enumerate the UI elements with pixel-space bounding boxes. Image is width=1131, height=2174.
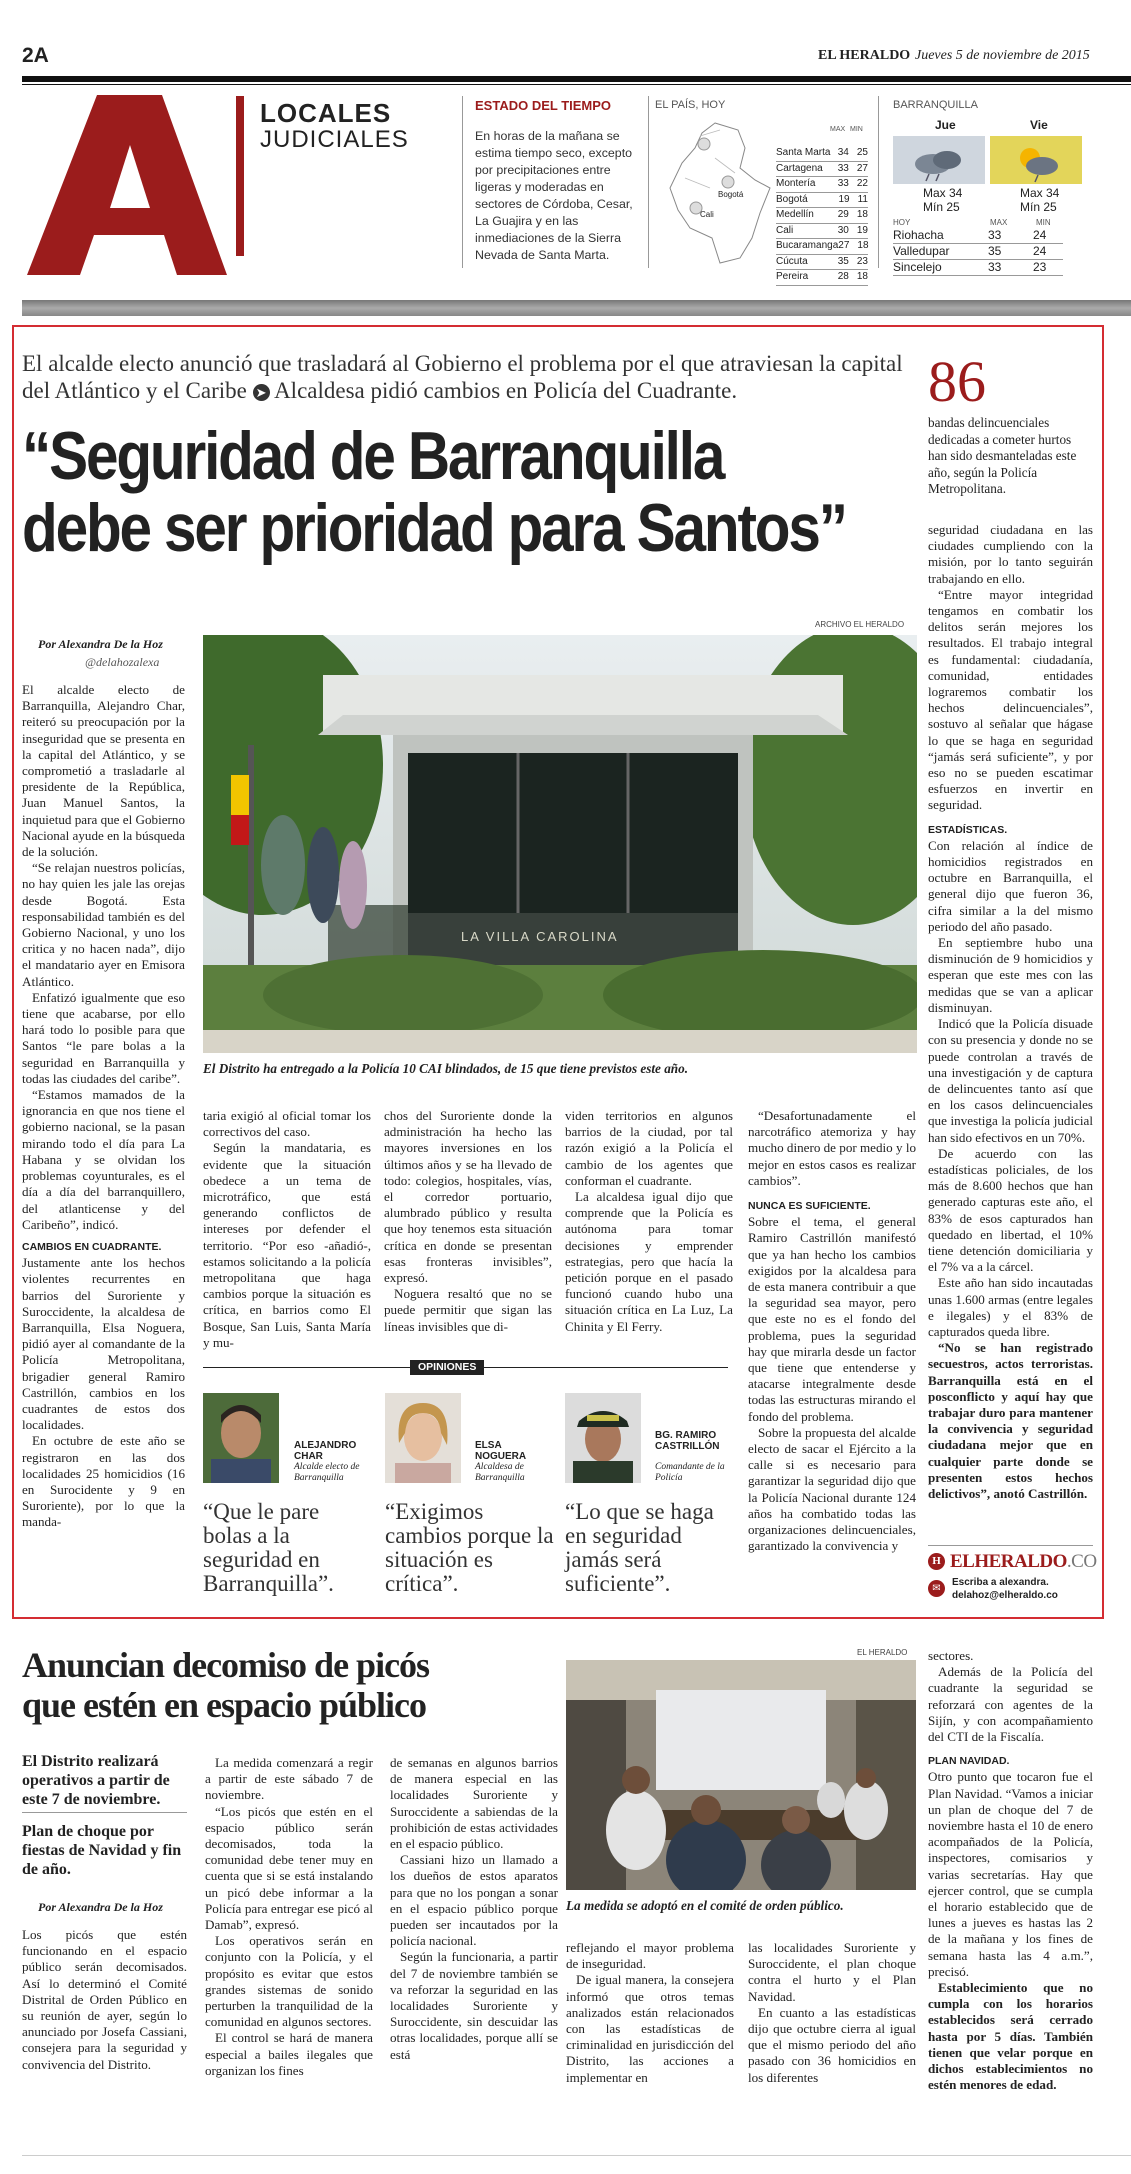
- city-temp-row: [776, 239, 868, 255]
- city-col-max: MAX: [830, 126, 846, 133]
- day1-min: Mín 25: [923, 200, 960, 214]
- today-city-min: 24: [1033, 244, 1047, 258]
- brand-logo-icon: H: [928, 1553, 945, 1570]
- weather-text: En horas de la mañana se estima tiempo seco, excepto por precipitaciones entre ligeras y moderadas en sectores de Córdoba, Cesar, La Guajira y en las inmediaciones de la Sierra Nevada de Santa Marta.: [475, 129, 633, 262]
- headline: “Seguridad de Barranquilla debe ser prioridad para Santos”: [22, 418, 846, 566]
- city-max: 29: [837, 209, 849, 220]
- byline-handle: @delahozalexa: [85, 655, 160, 669]
- today-city-min: 23: [1033, 260, 1047, 274]
- article2-col5: las localidades Suroriente y Suroccidente, el plan choque contra el hurto y el Plan Navidad. En cuanto a las estadísticas dijo que octubre cierra al igual que el mismo periodo del año pasado con 36 homicidios en los diferentes: [748, 1940, 916, 2085]
- section-divider: [22, 300, 1131, 316]
- city-name: Montería: [776, 178, 816, 189]
- city-temp-row: [776, 224, 868, 240]
- opinion-role-char: Alcalde electo de Barranquilla: [294, 1462, 360, 1483]
- city-name: Bucaramanga: [776, 240, 839, 251]
- city-min: 19: [856, 224, 868, 236]
- article1-col5: “Desafortunadamente el narcotráfico atemoriza y hay mucho dinero de por medio y lo mejor en estos casos es realizar cambios”. NUNCA ES SUFICIENTE. Sobre el tema, el general Ramiro Castrillón manifestó que ya han hecho los cambios exigidos por la alcaldesa para de esta manera contribuir a que la seguridad sea mayor, pero que este no es el fondo del problema, pues la seguridad hay que mirarla desde un factor que tiene que entenderse y atacarse integralmente desde todas las estructuras mirando el fondo del problema. Sobre la propuesta del alcalde electo de sacar el Ejército a la calle si es necesario para garantizar la seguridad dijo que la Policía Nacional durante 124 años ha combatido todas las organizaciones delincuenciales, garantizado la convivencia y: [748, 1108, 917, 1554]
- meeting-photo: [566, 1660, 916, 1890]
- issue-date: Jueves 5 de noviembre de 2015: [915, 48, 1090, 63]
- article-deck: El alcalde electo anunció que trasladará al Gobierno el problema por el que atraviesan la capital del Atlántico y el Caribe ➤ Alcaldesa pidió cambios en Policía del Cuadrante.: [22, 351, 903, 403]
- city-name: Pereira: [776, 271, 809, 282]
- page-number: 2A: [22, 44, 49, 67]
- opinion-role-castrillon: Comandante de la Policía: [655, 1462, 725, 1483]
- city-temp-row: [776, 255, 868, 271]
- mail-icon: ✉: [928, 1580, 945, 1597]
- day1-name: Jue: [935, 118, 956, 132]
- section-letter: [22, 90, 232, 280]
- city-max: 19: [838, 193, 850, 205]
- city-temp-row: [776, 208, 868, 224]
- today-city: Valledupar: [893, 244, 950, 258]
- write-label: Escriba a alexandra.: [952, 1577, 1049, 1588]
- article2-col3: de semanas en algunos barrios de manera especial en las localidades Suroriente y Suroccidente a sabiendas de la prohibición de estas actividades en el espacio público. Cassiani hizo un llamado a los dueños de estos aparatos para que no los pongan a sonar en el espacio público porque pueden ser incautados por la policía nacional. Según la funcionaria, a partir del 7 de noviembre también se va reforzar la seguridad en las localidades Suroriente y Suroccidente, sin descuidar las otras localidades, porque allí se está: [390, 1755, 558, 2062]
- article1-col6: seguridad ciudadana en las ciudades cumpliendo con la misión, por lo tanto seguirán trabajando en ello. “Entre mayor integridad tengamos en combatir los delitos serán mejores los resultados. El trabajo integral es fundamental: ciudadanía, comunidad, entidades lograremos combatir los hechos delincuenciales”, sostuvo al señalar que hágase lo que se haga en seguridad “jamás será suficiente”, y por eso no se pueden escatimar esfuerzos en invertir en seguridad. ESTADÍSTICAS. Con relación al índice de homicidios registrados en octubre en Barranquilla, el general dijo que fueron 36, cifra similar a la del mismo periodo del año pasado. En septiembre hubo una disminución de 9 homicidios y esperan que este mes con las medidas que se van a aplicar disminuyan. Indicó que la Policía disuade con su presencia y donde no se puede controlan a través de una investigación y de captura de delincuentes tanto así que en los casos delincuenciales que investiga la policía judicial han sido efectivos en un 70%. De acuerdo con las estadísticas policiales, de los más de 8.600 hechos que han generado capturas este año, el 83% de esos capturados han quedado en libertad, el 10% tiene detención domiciliaria y el 7% va a la cárcel. Este año han sido incautadas unas 1.600 armas (entre legales e ilegales) y el 83% de capturados queda libre. “No se han registrado secuestros, actos terroristas. Barranquilla está en el posconflicto y aquí hay que trabajar duro para mantener la convivencia y seguridad ciudadana mejor que en cualquier parte donde se presenten estos hechos delictivos”, anotó Castrillón.: [928, 522, 1093, 1501]
- opinion-photo-noguera: [385, 1393, 461, 1483]
- opinion-quote-char: “Que le pare bolas a la seguridad en Barranquilla”.: [203, 1499, 334, 1596]
- cai-photo: [203, 635, 917, 1053]
- city-name: Cúcuta: [776, 255, 808, 267]
- today-min-label: MIN: [1036, 218, 1051, 227]
- author-email[interactable]: delahoz@elheraldo.co: [952, 1590, 1058, 1601]
- country-label: EL PAÍS, HOY: [655, 99, 726, 111]
- weather-heading: ESTADO DEL TIEMPO: [475, 98, 612, 113]
- article2-summary1: El Distrito realizará operativos a partir de este 7 de noviembre.: [22, 1753, 170, 1808]
- paper-name: EL HERALDO: [818, 48, 911, 63]
- article1-col1: El alcalde electo de Barranquilla, Alejandro Char, reiteró su preocupación por la inseguridad que se presenta en la capital del Atlántico, y se comprometió a trasladarle al presidente de la República, Juan Manuel Santos, la inquietud para que el Gobierno Nacional ayude en la búsqueda de la solución. “Se relajan nuestros policías, no hay quien les jale las orejas desde Bogotá. Esta responsabilidad también es del Gobierno Nacional, y uno los critica y no hacen nada”, dijo el mandatario ayer en Emisora Atlántico. Enfatizó igualmente que eso tiene que acabarse, por ello hará todo lo posible para que Santos “le pare bolas a la seguridad en Barranquilla y todas las ciudades del caribe”. “Estamos mamados de la ignorancia en que nos tiene el gobierno nacional, se la pasan mirando todo el día para La Habana y se olvidan los problemas coyunturales, es el día a día del barranquillero, del atlanticense y del Caribeño”, indicó. CAMBIOS EN CUADRANTE. Justamente ante los hechos violentes recurrentes en barrios del Suroriente y Suroccidente, la alcaldesa de Barranquilla, Elsa Noguera, pidió ayer al comandante de la Policía Metropolitana, brigadier general Ramiro Castrillón, cambios en los cuadrantes de estos dos localidades. En octubre de este año se registraron en las dos localidades 25 homicidios (16 en Surocidente y 9 en Suroriente), por lo que la manda-: [22, 682, 185, 1530]
- arrow-right-icon: ➤: [253, 384, 270, 401]
- city-min: 23: [856, 255, 868, 267]
- photo-caption: El Distrito ha entregado a la Policía 10 CAI blindados, de 15 que tiene previstos este año.: [203, 1061, 689, 1076]
- article2-col4: reflejando el mayor problema de inseguridad. De igual manera, la consejera informó que otros temas analizados están relacionados con las estadísticas de criminalidad en jurisdicción del Distrito, las acciones a implementar en: [566, 1940, 734, 2085]
- city-min: 11: [857, 193, 868, 205]
- masthead-rule: [22, 76, 1131, 82]
- day2-name: Vie: [1030, 118, 1048, 132]
- article2-photo-credit: EL HERALDO: [857, 1648, 908, 1657]
- photo-credit: ARCHIVO EL HERALDO: [815, 620, 905, 629]
- today-city-min: 24: [1033, 228, 1047, 242]
- article2-headline: Anuncian decomiso de picós que estén en espacio público: [22, 1645, 430, 1725]
- city-max: 28: [837, 271, 849, 282]
- stat-number: 86: [928, 349, 986, 414]
- city-temp-row: [776, 162, 868, 178]
- city-temp-row: [776, 270, 868, 286]
- today-temp-row: [893, 228, 1063, 244]
- city-name: Cali: [776, 224, 794, 236]
- opinion-photo-castrillon: [565, 1393, 641, 1483]
- city-temp-row: [776, 177, 868, 193]
- city-max: 34: [837, 147, 849, 158]
- today-city-max: 33: [988, 228, 1002, 242]
- opinions-label: OPINIONES: [410, 1360, 484, 1375]
- article2-byline: Por Alexandra De la Hoz: [38, 1900, 163, 1914]
- city-temp-row: [776, 193, 868, 209]
- article2-summary2: Plan de choque por fiestas de Navidad y fin de año.: [22, 1823, 182, 1878]
- city-min: 25: [856, 147, 868, 158]
- city-max: 35: [837, 255, 849, 267]
- opinion-name-char: ALEJANDRO CHAR: [294, 1440, 357, 1462]
- city-min: 27: [856, 162, 868, 174]
- opinion-quote-castrillon: “Lo que se haga en seguridad jamás será suficiente”.: [565, 1499, 714, 1596]
- day2-min: Mín 25: [1020, 200, 1057, 214]
- city-min: 18: [856, 271, 868, 282]
- article2-photo-caption: La medida se adoptó en el comité de orden público.: [566, 1898, 844, 1913]
- article2-col6: sectores. Además de la Policía del cuadrante la seguridad se reforzará con agentes de la Sijín, y con acompañamiento del CTI de la Fiscalía. PLAN NAVIDAD. Otro punto que tocaron fue el Plan Navidad. “Vamos a iniciar un plan de choque del 7 de noviembre hasta el 10 de enero acompañados de la Policía, inspectores, comisarios y varias secretarías. Hay que ejercer control, que se cumpla el horario establecido que de lunes a jueves es hastas las 2 de la mañana y los fines de semana hasta las 4 a.m.”, precisó. Establecimiento que no cumpla con los horarios establecidos será cerrado hasta por 5 días. También tienen que velar porque en dichos establecimientos no estén menores de edad.: [928, 1648, 1093, 2093]
- day1-max: Max 34: [923, 186, 963, 200]
- today-label: HOY: [893, 218, 911, 227]
- day1-weather-icon: [893, 136, 985, 184]
- city-max: 33: [837, 162, 849, 174]
- photo-sign: LA VILLA CAROLINA: [461, 929, 619, 944]
- city-name: Santa Marta: [776, 147, 831, 158]
- city-max: 30: [837, 224, 849, 236]
- city-max: 27: [838, 240, 850, 251]
- city-temps-table: [776, 146, 868, 286]
- city-temp-row: [776, 146, 868, 162]
- city-name: Bogotá: [776, 193, 808, 205]
- today-max-label: MAX: [990, 218, 1008, 227]
- city-max: 33: [837, 178, 849, 189]
- today-temp-row: [893, 244, 1063, 260]
- map-city-label-2: Cali: [700, 210, 714, 219]
- city-min: 18: [856, 209, 868, 220]
- opinion-role-noguera: Alcaldesa de Barranquilla: [475, 1462, 525, 1483]
- opinion-quote-noguera: “Exigimos cambios porque la situación es crítica”.: [385, 1499, 554, 1596]
- today-temp-row: [893, 260, 1063, 276]
- today-city: Riohacha: [893, 228, 944, 242]
- stat-text: bandas delincuenciales dedicadas a cometer hurtos han sido desmanteladas este año, según la Policía Metropolitana.: [928, 415, 1077, 496]
- city-min: 18: [857, 240, 869, 251]
- city-col-min: MIN: [850, 126, 863, 133]
- section-subtitle: JUDICIALES: [260, 126, 409, 153]
- article1-col2: taria exigió al oficial tomar los correctivos del caso. Según la mandataria, es evidente que la situación obedece a un tema de microtráfico, que está generando conflictos de intereses por defender el territorio. “Por eso -añadió-, estamos solicitando a la policía metropolitana que haga cambios porque la situación es crítica, en barrios como El Bosque, San Luis, Santa María y mu-: [203, 1108, 371, 1350]
- day2-max: Max 34: [1020, 186, 1060, 200]
- article2-col1: Los picós que estén funcionando en el espacio público serán decomisados. Así lo determinó el Comité Distrital de Orden Público en su reunión de ayer, según lo anunciado por Josefa Cassiani, consejera para la seguridad y convivencia del Distrito.: [22, 1927, 187, 2072]
- city-name: Medellín: [776, 209, 814, 220]
- map-city-label: Bogotá: [718, 190, 744, 199]
- today-city-max: 33: [988, 260, 1002, 274]
- section-bar: [236, 96, 244, 256]
- today-city-max: 35: [988, 244, 1002, 258]
- day2-weather-icon: [990, 136, 1082, 184]
- opinion-photo-char: [203, 1393, 279, 1483]
- brand-link[interactable]: ELHERALDO.CO: [950, 1551, 1097, 1572]
- opinion-name-noguera: ELSA NOGUERA: [475, 1440, 527, 1462]
- city-min: 22: [856, 178, 868, 189]
- section-title: LOCALES: [260, 98, 392, 128]
- article2-col2: La medida comenzará a regir a partir de este sábado 7 de noviembre. “Los picós que estén en el espacio público serán decomisados, toda la comunidad debe tener muy en cuenta que si se está instalando un picó debe informar a la Policía para entregar ese picó al Damab”, expresó. Los operativos serán en conjunto con la Policía, y el propósito es evitar que estos grandes sistemas de sonido perturben la tranquilidad de la comunidad en algunos sectores. El control se hará de manera especial a bailes ilegales que organizan los fines: [205, 1755, 373, 2078]
- article1-col4: viden territorios en algunos barrios de la ciudad, por tal razón exigió a la Policía el cambio de los agentes que conforman el cuadrante. La alcaldesa igual dijo que comprende que la Policía es autónoma para tomar decisiones y emprender estrategias, pero que hacía la petición porque en el pasado funcionó cuando hubo una situación crítica en La Luz, La Chinita y El Ferry.: [565, 1108, 733, 1334]
- byline: Por Alexandra De la Hoz: [38, 637, 163, 651]
- article1-col3: chos del Suroriente donde la administración ha hecho las mayores inversiones en los últimos años y se ha llevado de todo: colegios, hospitales, vías, el corredor portuario, alumbrado público y resulta que hoy tenemos esta situación crítica en donde se presentan esas fronteras invisibles”, expresó. Noguera resaltó que no se puede permitir que sigan las líneas invisibles que di-: [384, 1108, 552, 1334]
- local-label: BARRANQUILLA: [893, 99, 978, 111]
- city-name: Cartagena: [776, 162, 823, 174]
- opinion-name-castrillon: BG. RAMIRO CASTRILLÓN: [655, 1430, 720, 1452]
- today-city: Sincelejo: [893, 260, 942, 274]
- today-temps-table: [893, 228, 1063, 276]
